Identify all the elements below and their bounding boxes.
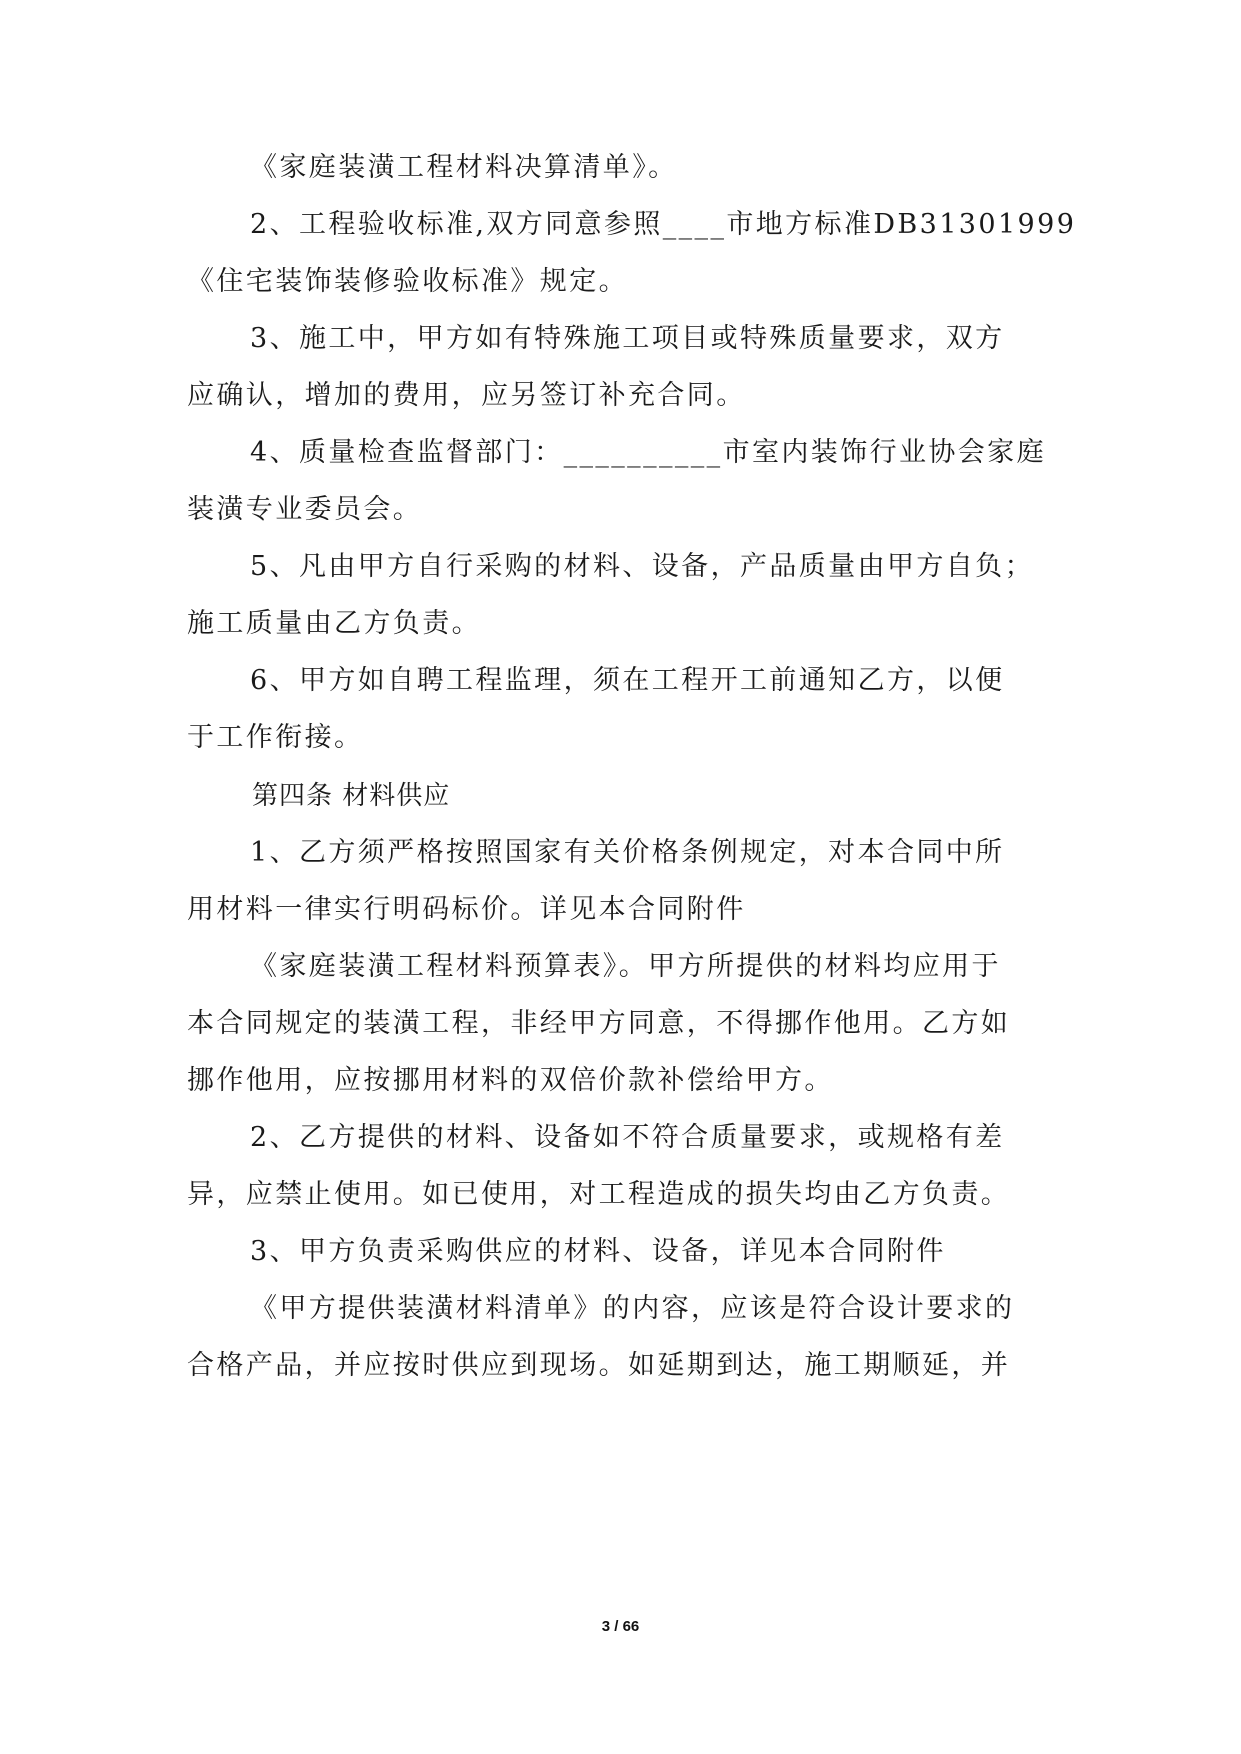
- page-number: 3 / 66: [601, 1618, 640, 1635]
- text-line: 3、施工中，甲方如有特殊施工项目或特殊质量要求，双方: [250, 323, 1005, 354]
- text-line: 《家庭装潢工程材料预算表》。甲方所提供的材料均应用于: [250, 951, 1001, 982]
- text-line: 6、甲方如自聘工程监理，须在工程开工前通知乙方，以便: [250, 665, 1005, 696]
- text-line: 于工作衔接。: [187, 722, 364, 753]
- section-heading: 第四条 材料供应: [252, 781, 451, 811]
- text-line: 挪作他用，应按挪用材料的双倍价款补偿给甲方。: [187, 1065, 834, 1096]
- text-line: 施工质量由乙方负责。: [187, 608, 481, 639]
- text-line: 装潢专业委员会。: [187, 494, 423, 525]
- text-line: 用材料一律实行明码标价。详见本合同附件: [187, 894, 746, 925]
- text-line: 异，应禁止使用。如已使用，对工程造成的损失均由乙方负责。: [187, 1179, 1011, 1210]
- text-line: 1、乙方须严格按照国家有关价格条例规定，对本合同中所: [250, 837, 1005, 868]
- text-line: 5、凡由甲方自行采购的材料、设备，产品质量由甲方自负；: [250, 551, 1034, 582]
- text-line: 合格产品，并应按时供应到现场。如延期到达，施工期顺延，并: [187, 1350, 1011, 1381]
- text-line: 《甲方提供装潢材料清单》的内容，应该是符合设计要求的: [250, 1293, 1015, 1324]
- text-line: 2、工程验收标准,双方同意参照____市地方标准DB31301999: [250, 209, 1077, 240]
- text-line: 《住宅装饰装修验收标准》规定。: [187, 266, 628, 297]
- text-line: 《家庭装潢工程材料决算清单》。: [250, 152, 678, 183]
- text-line: 4、质量检查监督部门：__________市室内装饰行业协会家庭: [250, 437, 1046, 468]
- text-line: 本合同规定的装潢工程，非经甲方同意，不得挪作他用。乙方如: [187, 1008, 1011, 1039]
- text-line: 3、甲方负责采购供应的材料、设备，详见本合同附件: [250, 1236, 946, 1267]
- text-line: 应确认，增加的费用，应另签订补充合同。: [187, 380, 746, 411]
- text-line: 2、乙方提供的材料、设备如不符合质量要求，或规格有差: [250, 1122, 1005, 1153]
